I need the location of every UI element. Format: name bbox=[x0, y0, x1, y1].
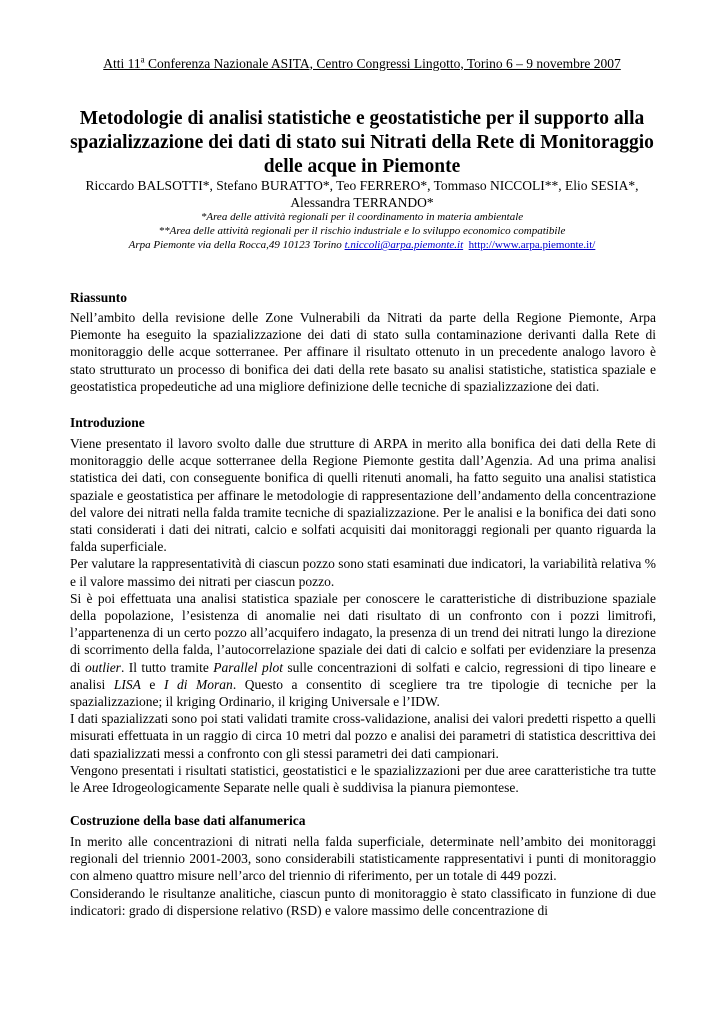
p3-text-a: Si è poi effettuata una analisi statistica spaziale per conoscere le caratteristiche di distribuzione spaziale della popolazione, l’esistenza di anomalie nei dati risultato di un confronto con i pozzi limitrofi, l’appartenenza di un certo pozzo all’acquifero indagato, la presenza di un trend dei nitrati lungo la direzione di scorrimento della falda, l’autocorrelazione spaziale dei dati di calcio e solfati per evidenziare la presenza di bbox=[70, 590, 656, 675]
costruzione-paragraph-1: In merito alle concentrazioni di nitrati nella falda superficiale, determinate nell’ambito dei monitoraggi regionali del triennio 2001-2003, sono considerabili statisticamente rappresentativi i punti di monitoraggio con almeno quattro misure nell’arco del triennio di riferimento, per un totale di 449 pozzi. bbox=[70, 834, 656, 884]
p3-moran: I di Moran bbox=[163, 676, 233, 692]
address: Arpa Piemonte via della Rocca,49 10123 Torino bbox=[128, 239, 345, 251]
introduzione-paragraph-3 bbox=[70, 590, 656, 710]
header-prefix: Atti 11 bbox=[103, 55, 141, 71]
p3-text-b: . Il tutto tramite bbox=[120, 659, 214, 675]
riassunto-heading: Riassunto bbox=[70, 290, 128, 305]
riassunto-text: Nell’ambito della revisione delle Zone Vulnerabili da Nitrati da parte della Regione Piemonte, Arpa Piemonte ha eseguito la spazializzazione dei dati di stato sulla contaminazione derivanti dalla Rete di monitoraggio delle acque sotterranee. Per affinare il risultato ottenuto in un precedente analogo lavoro è stato strutturato un processo di bonifica dei dati della rete basato su analisi statistiche, statistica spaziale e geostatistica propedeutiche ad una migliore definizione delle tecniche di spazializzazione dei dati. bbox=[70, 310, 656, 394]
p3-outlier: outlier bbox=[84, 659, 121, 675]
website-link[interactable]: http://www.arpa.piemonte.it/ bbox=[468, 239, 596, 251]
introduzione-paragraph-4: I dati spazializzati sono poi stati validati tramite cross-validazione, analisi dei valori predetti rispetto a quelli misurati effettuata in un raggio di circa 10 metri dal pozzo e analisi dei parametri di statistica descrittiva dei dati spazializzati messi a confronto con gli stessi parametri dei dati campionari. bbox=[70, 711, 656, 761]
p3-lisa: LISA bbox=[113, 676, 141, 692]
introduzione-paragraph-5: Vengono presentati i risultati statistici, geostatistici e le spazializzazioni per due aree caratteristiche tra tutte le Aree Idrogeologicamente Separate nelle quali è suddivisa la pianura piemontese. bbox=[70, 762, 656, 796]
introduzione-section bbox=[70, 414, 656, 796]
affiliation-1: *Area delle attività regionali per il coordinamento in materia ambientale bbox=[200, 211, 524, 223]
costruzione-section bbox=[70, 812, 656, 919]
p3-text-e: . Questo a consentito di scegliere tra tre tipologie di tecniche per la spazializzazione; il kriging Ordinario, il kriging Universale e l’IDW. bbox=[70, 676, 657, 710]
p3-text-d: e bbox=[140, 676, 164, 692]
riassunto-section bbox=[70, 289, 656, 395]
email-link[interactable]: t.niccoli@arpa.piemonte.it bbox=[344, 239, 464, 251]
introduzione-paragraph-2: Per valutare la rappresentatività di ciascun pozzo sono stati esaminati due indicatori, la variabilità relativa % e il valore massimo dei nitrati per ciascun pozzo. bbox=[70, 556, 656, 589]
affiliation-2: **Area delle attività regionali per il rischio industriale e lo sviluppo economico compatibile bbox=[158, 225, 566, 237]
affiliation-address-line bbox=[30, 238, 694, 252]
introduzione-heading: Introduzione bbox=[70, 415, 145, 430]
header-rest: Conferenza Nazionale ASITA, Centro Congressi Lingotto, Torino 6 – 9 novembre 2007 bbox=[144, 55, 621, 71]
costruzione-heading: Costruzione della base dati alfanumerica bbox=[70, 813, 306, 828]
author-list: Riccardo BALSOTTI*, Stefano BURATTO*, Teo FERRERO*, Tommaso NICCOLI**, Elio SESIA*, Alessandra TERRANDO* bbox=[85, 178, 639, 210]
p3-text-c: sulle concentrazioni di solfati e calcio, regressioni di tipo lineare e analisi bbox=[70, 659, 656, 692]
p3-parallel-plot: Parallel plot bbox=[213, 659, 283, 675]
paper-title: Metodologie di analisi statistiche e geostatistiche per il supporto alla spazializzazione dei dati di stato sui Nitrati della Rete di Monitoraggio delle acque in Piemonte bbox=[70, 108, 654, 177]
introduzione-paragraph-1: Viene presentato il lavoro svolto dalle due strutture di ARPA in merito alla bonifica dei dati della Rete di monitoraggio delle acque sotterranee della Regione Piemonte gestita dall’Agenzia. Ad una prima analisi statistica dei dati, con conseguente bonifica di quelli ritenuti anomali, ha fatto seguito una analisi statistica spaziale e geostatistica per affinare le metodologie di rappresentazione dell’andamento della concentrazione del valore dei nitrati nella falda tramite tecniche di spazializzazione. Per le analisi e la bonifica dei dati sono stati considerati i dati dei nitrati, calcio e solfati acquisiti dai monitoraggi regionali per quanto riguarda la falda superficiale. bbox=[70, 436, 656, 555]
header-superscript: a bbox=[140, 54, 145, 64]
running-header bbox=[0, 50, 724, 73]
costruzione-paragraph-2: Considerando le risultanze analitiche, ciascun punto di monitoraggio è stato classificato in funzione di due indicatori: grado di dispersione relativo (RSD) e valore massimo delle concentrazione di bbox=[70, 885, 656, 918]
